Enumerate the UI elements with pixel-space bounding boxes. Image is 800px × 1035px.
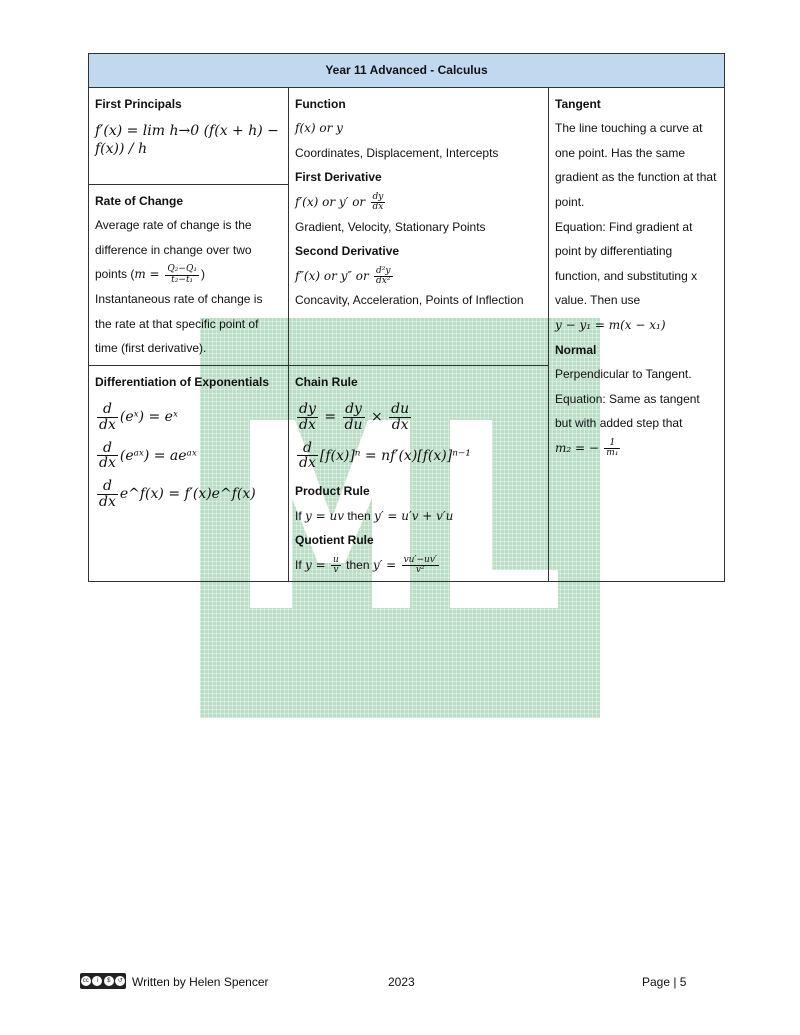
one-over-m1-fraction: $\frac{1}{\text{m₁}}$ bbox=[606, 437, 619, 459]
exp-formula-1: $\frac{d}{dx}$ (eˣ) = eˣ bbox=[99, 401, 178, 434]
exp-formula-2: $\frac{d}{dx}$ (eᵃˣ) = aeᵃˣ bbox=[99, 439, 197, 472]
function-notation: f(x) or y bbox=[295, 121, 343, 136]
first-derivative-uses: Gradient, Velocity, Stationary Points bbox=[295, 219, 486, 234]
exponentials-heading: Differentiation of Exponentials bbox=[95, 374, 270, 389]
tangent-method: Equation: Find gradient at point by differentiating function, and substituting x value. Then use bbox=[555, 219, 698, 308]
exponentials-cell bbox=[89, 365, 289, 582]
quotient-rule-heading: Quotient Rule bbox=[295, 533, 374, 548]
second-derivative-notation: f″(x) or y″ or $\frac{\text{d²y}}{\text{dx²}}$ bbox=[295, 265, 391, 287]
second-derivative-heading: Second Derivative bbox=[295, 244, 400, 259]
tangent-definition: The line touching a curve at one point. Has the same gradient as the function at that point. bbox=[555, 121, 717, 209]
normal-method: Equation: Same as tangent but with added step that bbox=[555, 391, 700, 431]
product-rule-heading: Product Rule bbox=[295, 484, 370, 499]
rate-of-change-heading: Rate of Change bbox=[95, 193, 184, 208]
instantaneous-rate-text: Instantaneous rate of change is the rate at that specific point of time (first derivative). bbox=[95, 291, 263, 356]
average-rate-text: Average rate of change is the difference in change over two bbox=[95, 218, 252, 257]
footer-year: 2023 bbox=[388, 975, 415, 989]
calculus-summary-table bbox=[88, 53, 725, 582]
exp-formula-3: $\frac{d}{dx}$ e^f(x) = f′(x)e^f(x) bbox=[99, 478, 256, 510]
page-footer bbox=[0, 975, 800, 995]
q-over-t-fraction: $\frac{\text{Q₂−Q₁}}{\text{t₂−t₁}}$ bbox=[167, 264, 197, 285]
power-chain-formula: $\frac{d}{dx}$ [f(x)]ⁿ = nf′(x)[f(x)]ⁿ⁻¹ bbox=[299, 439, 471, 472]
second-derivative-uses: Concavity, Acceleration, Points of Inflection bbox=[295, 293, 524, 308]
first-principals-cell bbox=[89, 87, 289, 184]
dy-dx-fraction: $\frac{dy}{dx}$ bbox=[372, 191, 384, 213]
first-derivative-notation: f′(x) or y′ or $\frac{dy}{dx}$ bbox=[295, 191, 384, 213]
sa-icon: ↺ bbox=[115, 976, 125, 986]
nc-icon: $ bbox=[104, 976, 114, 986]
rate-of-change-cell bbox=[89, 184, 289, 365]
function-uses: Coordinates, Displacement, Intercepts bbox=[295, 145, 499, 160]
quotient-rule-formula: If y = $\frac{u}{v}$ then y′ = $\frac{vu'-uv'}{\text{v²}}$ bbox=[295, 554, 437, 576]
table-title: Year 11 Advanced - Calculus bbox=[89, 54, 725, 88]
first-derivative-heading: First Derivative bbox=[295, 170, 382, 185]
function-heading: Function bbox=[295, 96, 346, 111]
normal-heading: Normal bbox=[555, 342, 597, 357]
product-rule-formula: If y = uv then y′ = u′v + v′u bbox=[295, 508, 454, 523]
cc-icon: cc bbox=[82, 978, 89, 984]
by-icon: i bbox=[92, 976, 102, 986]
d2y-dx2-fraction: $\frac{\text{d²y}}{\text{dx²}}$ bbox=[376, 265, 391, 287]
footer-author: Written by Helen Spencer bbox=[132, 975, 269, 989]
average-rate-formula: points (m = $\frac{\text{Q₂−Q₁}}{\text{t₂−t₁}}$ ) bbox=[95, 264, 205, 285]
function-cell bbox=[289, 87, 549, 365]
first-principals-formula: f′(x) = lim h→0 (f(x + h) − f(x)) / h bbox=[95, 123, 279, 158]
footer-page-number: Page | 5 bbox=[642, 975, 687, 989]
chain-rule-heading: Chain Rule bbox=[295, 374, 358, 389]
tangent-heading: Tangent bbox=[555, 96, 601, 111]
chain-rule-formula: $\frac{dy}{dx}$ = $\frac{dy}{du}$ × $\frac{du}{dx}$ bbox=[299, 401, 410, 434]
chain-rule-cell bbox=[289, 365, 549, 582]
creative-commons-license-icon bbox=[80, 973, 126, 989]
normal-definition: Perpendicular to Tangent. bbox=[555, 367, 692, 382]
first-principals-heading: First Principals bbox=[95, 96, 182, 111]
tangent-equation: y − y₁ = m(x − x₁) bbox=[555, 317, 666, 332]
tangent-cell bbox=[549, 87, 725, 582]
normal-gradient: m₂ = − $\frac{1}{\text{m₁}}$ bbox=[555, 437, 619, 459]
